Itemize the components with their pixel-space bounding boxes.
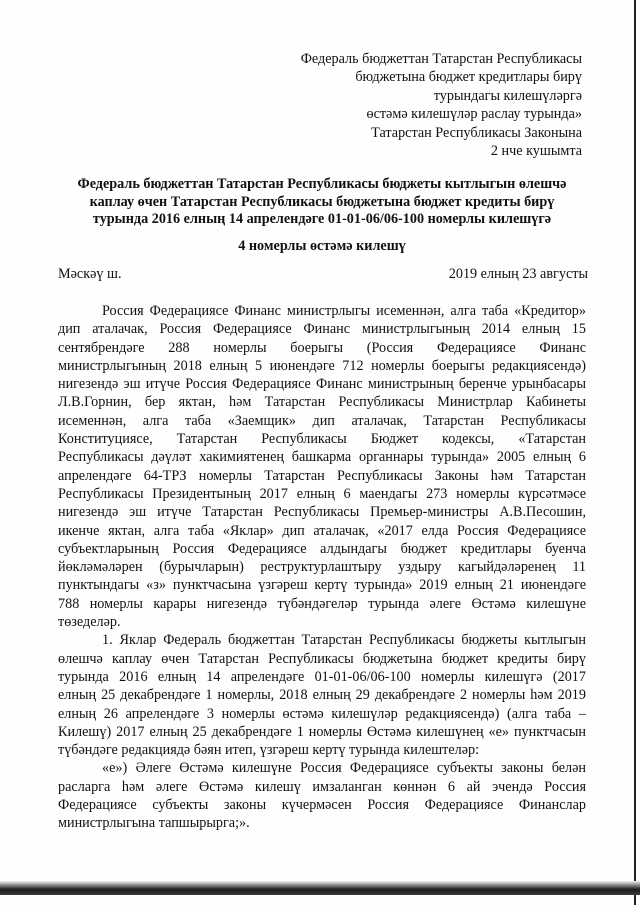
text-line: нигезендә эш итүче Россия Федерациясе Финанс министрының беренче урынбасары [58, 376, 586, 393]
body-text [58, 302, 586, 833]
document-title [52, 176, 592, 229]
document-subtitle: 4 номерлы өстәмә килешү [238, 238, 406, 254]
text-line: «е») Әлеге Өстәмә килешүне Россия Федерациясе субъекты законы белән [102, 760, 586, 777]
attachment-line: бюджетына бюджет кредитлары бирү [355, 69, 582, 86]
title-line: каплау өчен Татарстан Республикасы бюджетына бюджет кредиты бирү [89, 193, 555, 210]
text-line: сентябрендәге 288 номерлы боерыгы (Россия Федерациясе Финанс [58, 339, 586, 356]
text-line: елның 25 декабрендәге 1 номерлы, 2018 елның 29 декабрендәге 2 номерлы һәм 2019 [58, 687, 586, 704]
text-line: елның 26 апрелендәге 3 номерлы өстәмә килешүләр редакциясендә) (алга таба – [58, 705, 586, 722]
text-line: расларга һәм әлеге Өстәмә килешү имзаланган көннән 6 ай эчендә Россия [58, 778, 586, 795]
signing-place: Мәскәү ш. [58, 266, 122, 282]
text-line: Республикасы Президентының 2017 елның 6 маендагы 273 номерлы күрсәтмәсе [58, 485, 586, 502]
text-line: түбәндәге редакциядә бәян итеп, үзгәреш кертү турында килештеләр: [58, 742, 480, 759]
text-line: турында 2016 елның 14 апрелендәге 01-01-06/06-100 номерлы килешүгә (2017 [58, 668, 586, 685]
text-line: Конституциясе, Татарстан Республикасы Бюджет кодексы, «Татарстан [58, 431, 586, 448]
text-line: икенче яктан, алга таба «Яклар» дип аталачак, «2017 елда Россия Федерациясе [58, 522, 586, 539]
attachment-header [222, 50, 582, 160]
paragraph-clause-e [58, 759, 586, 832]
attachment-line: өстәмә килешүләр раслау турында» [366, 106, 582, 123]
text-line: пунктындагы «з» пунктчасына үзгәреш кертү турында» 2019 елның 21 июнендәге [58, 577, 586, 594]
attachment-line: Федераль бюджеттан Татарстан Республикасы [300, 51, 582, 67]
text-line: субъектларының Россия Федерациясе алдындагы бюджет кредитлары буенча [58, 540, 586, 557]
text-line: дип аталачак, Россия Федерациясе Финанс министрлыгының 2014 елның 15 [58, 321, 586, 338]
title-line: турында 2016 елның 14 апрелендәге 01-01-06/06-100 номерлы килешүгә [92, 211, 552, 228]
text-line: исеменнән, алга таба «Заемщик» дип аталачак, Татарстан Республикасы [58, 412, 586, 429]
text-line: министрлыгының 2018 елның 5 июнендәге 712 номерлы боерыгы редакциясендә) [58, 357, 586, 374]
scan-edge-right [634, 0, 636, 905]
paragraph-preamble [58, 302, 586, 631]
text-line: Килешү) 2017 елның 25 декабрендәге 1 номерлы Өстәмә килешүнең «е» пунктчасын [58, 723, 586, 740]
text-line: өлешчә каплау өчен Татарстан Республикасы бюджетына бюджет кредиты бирү [58, 650, 586, 667]
paragraph-clause-1 [58, 631, 586, 759]
text-line: министрлыгына тапшырырга;». [58, 815, 250, 832]
attachment-line: 2 нче кушымта [490, 143, 582, 160]
text-line: нигезендә эш итүче Татарстан Республикасы Премьер-министры А.В.Песошин, [58, 504, 586, 521]
signing-date: 2019 елның 23 августы [448, 266, 588, 282]
text-line: Россия Федерациясе Финанс министрлыгы исеменнән, алга таба «Кредитор» [102, 303, 586, 319]
title-line: Федераль бюджеттан Татарстан Республикасы бюджеты кытлыгын өлешчә [77, 176, 567, 192]
text-line: 1. Яклар Федераль бюджеттан Татарстан Республикасы бюджеты кытлыгын [102, 632, 586, 649]
text-line: Федерациясе субъекты законы күчермәсен Россия Федерациясе Финанслар [58, 797, 586, 814]
scan-edge-bottom [0, 881, 640, 895]
text-line: төзеделәр. [58, 614, 121, 631]
text-line: 788 номерлы карары нигезендә түбәндәгеләр турында әлеге Өстәмә килешүне [58, 595, 586, 612]
attachment-line: Татарстан Республикасы Законына [371, 124, 582, 141]
text-line: йөкләмәләрен (бурычларын) реструктурлаштыру уздыру кагыйдәләренең 11 [58, 559, 586, 576]
text-line: Республикасы дәүләт хакимиятенең башкарма органнары турында» 2005 елның 6 [58, 449, 586, 466]
attachment-line: турындагы килешүләргә [433, 87, 582, 104]
text-line: апрелендәге 64-ТРЗ номерлы Татарстан Республикасы Законы һәм Татарстан [58, 467, 586, 484]
text-line: Л.В.Горнин, бер яктан, һәм Татарстан Республикасы Министрлар Кабинеты [58, 394, 586, 411]
